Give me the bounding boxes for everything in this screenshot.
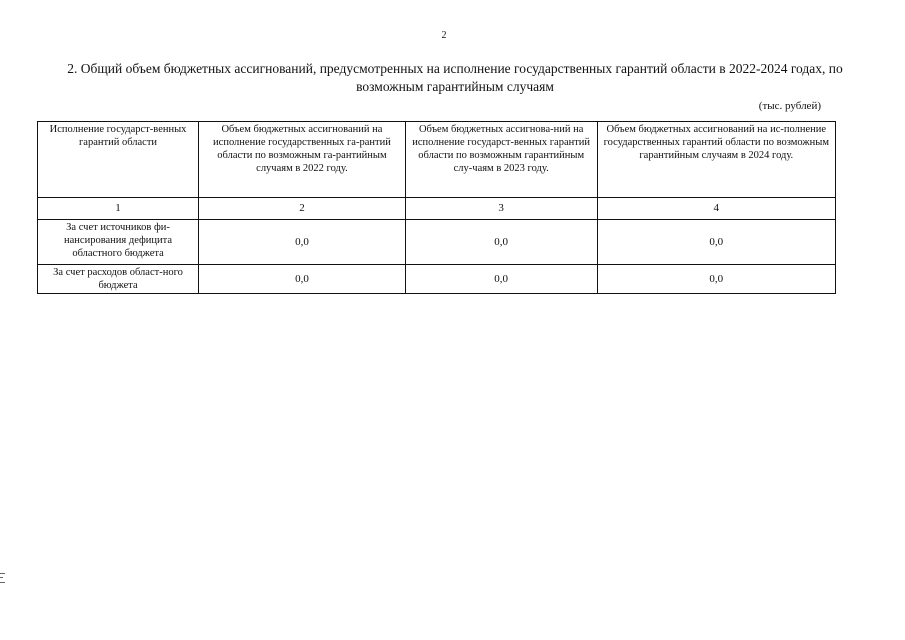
page-number: 2 (441, 30, 447, 41)
header-cell: Исполнение государст-венных гарантий области (38, 122, 199, 198)
guarantees-table (37, 121, 836, 294)
header-cell: Объем бюджетных ассигнований на исполнение государственных га-рантий области по возможным га-рантийным случаям в 2022 году. (199, 122, 406, 198)
scan-margin-mark (0, 577, 3, 578)
value-cell: 0,0 (597, 265, 835, 294)
value-cell: 0,0 (199, 220, 406, 265)
header-cell: Объем бюджетных ассигнований на ис-полнение государственных гарантий области по возможным гарантийным случаям в 2024 году. (597, 122, 835, 198)
value-cell: 0,0 (199, 265, 406, 294)
value-cell: 0,0 (405, 220, 597, 265)
header-cell: Объем бюджетных ассигнова-ний на исполнение государст-венных гарантий области по возможным гарантийным слу-чаям в 2023 году. (405, 122, 597, 198)
table-row (38, 220, 836, 265)
column-number: 1 (38, 198, 199, 220)
table-row (38, 265, 836, 294)
column-number: 3 (405, 198, 597, 220)
value-cell: 0,0 (405, 265, 597, 294)
column-number: 4 (597, 198, 835, 220)
column-number: 2 (199, 198, 406, 220)
scan-margin-mark (0, 573, 5, 583)
table-header-row (38, 122, 836, 198)
value-cell: 0,0 (597, 220, 835, 265)
section-title: 2. Общий объем бюджетных ассигнований, предусмотренных на исполнение государственных гарантий области в 2022-2024 годах, по возможным гарантийным случаям (67, 61, 843, 94)
row-label: За счет расходов област-ного бюджета (38, 265, 199, 294)
column-number-row (38, 198, 836, 220)
units-label: (тыс. рублей) (758, 100, 821, 112)
row-label: За счет источников фи-нансирования дефицита областного бюджета (38, 220, 199, 265)
